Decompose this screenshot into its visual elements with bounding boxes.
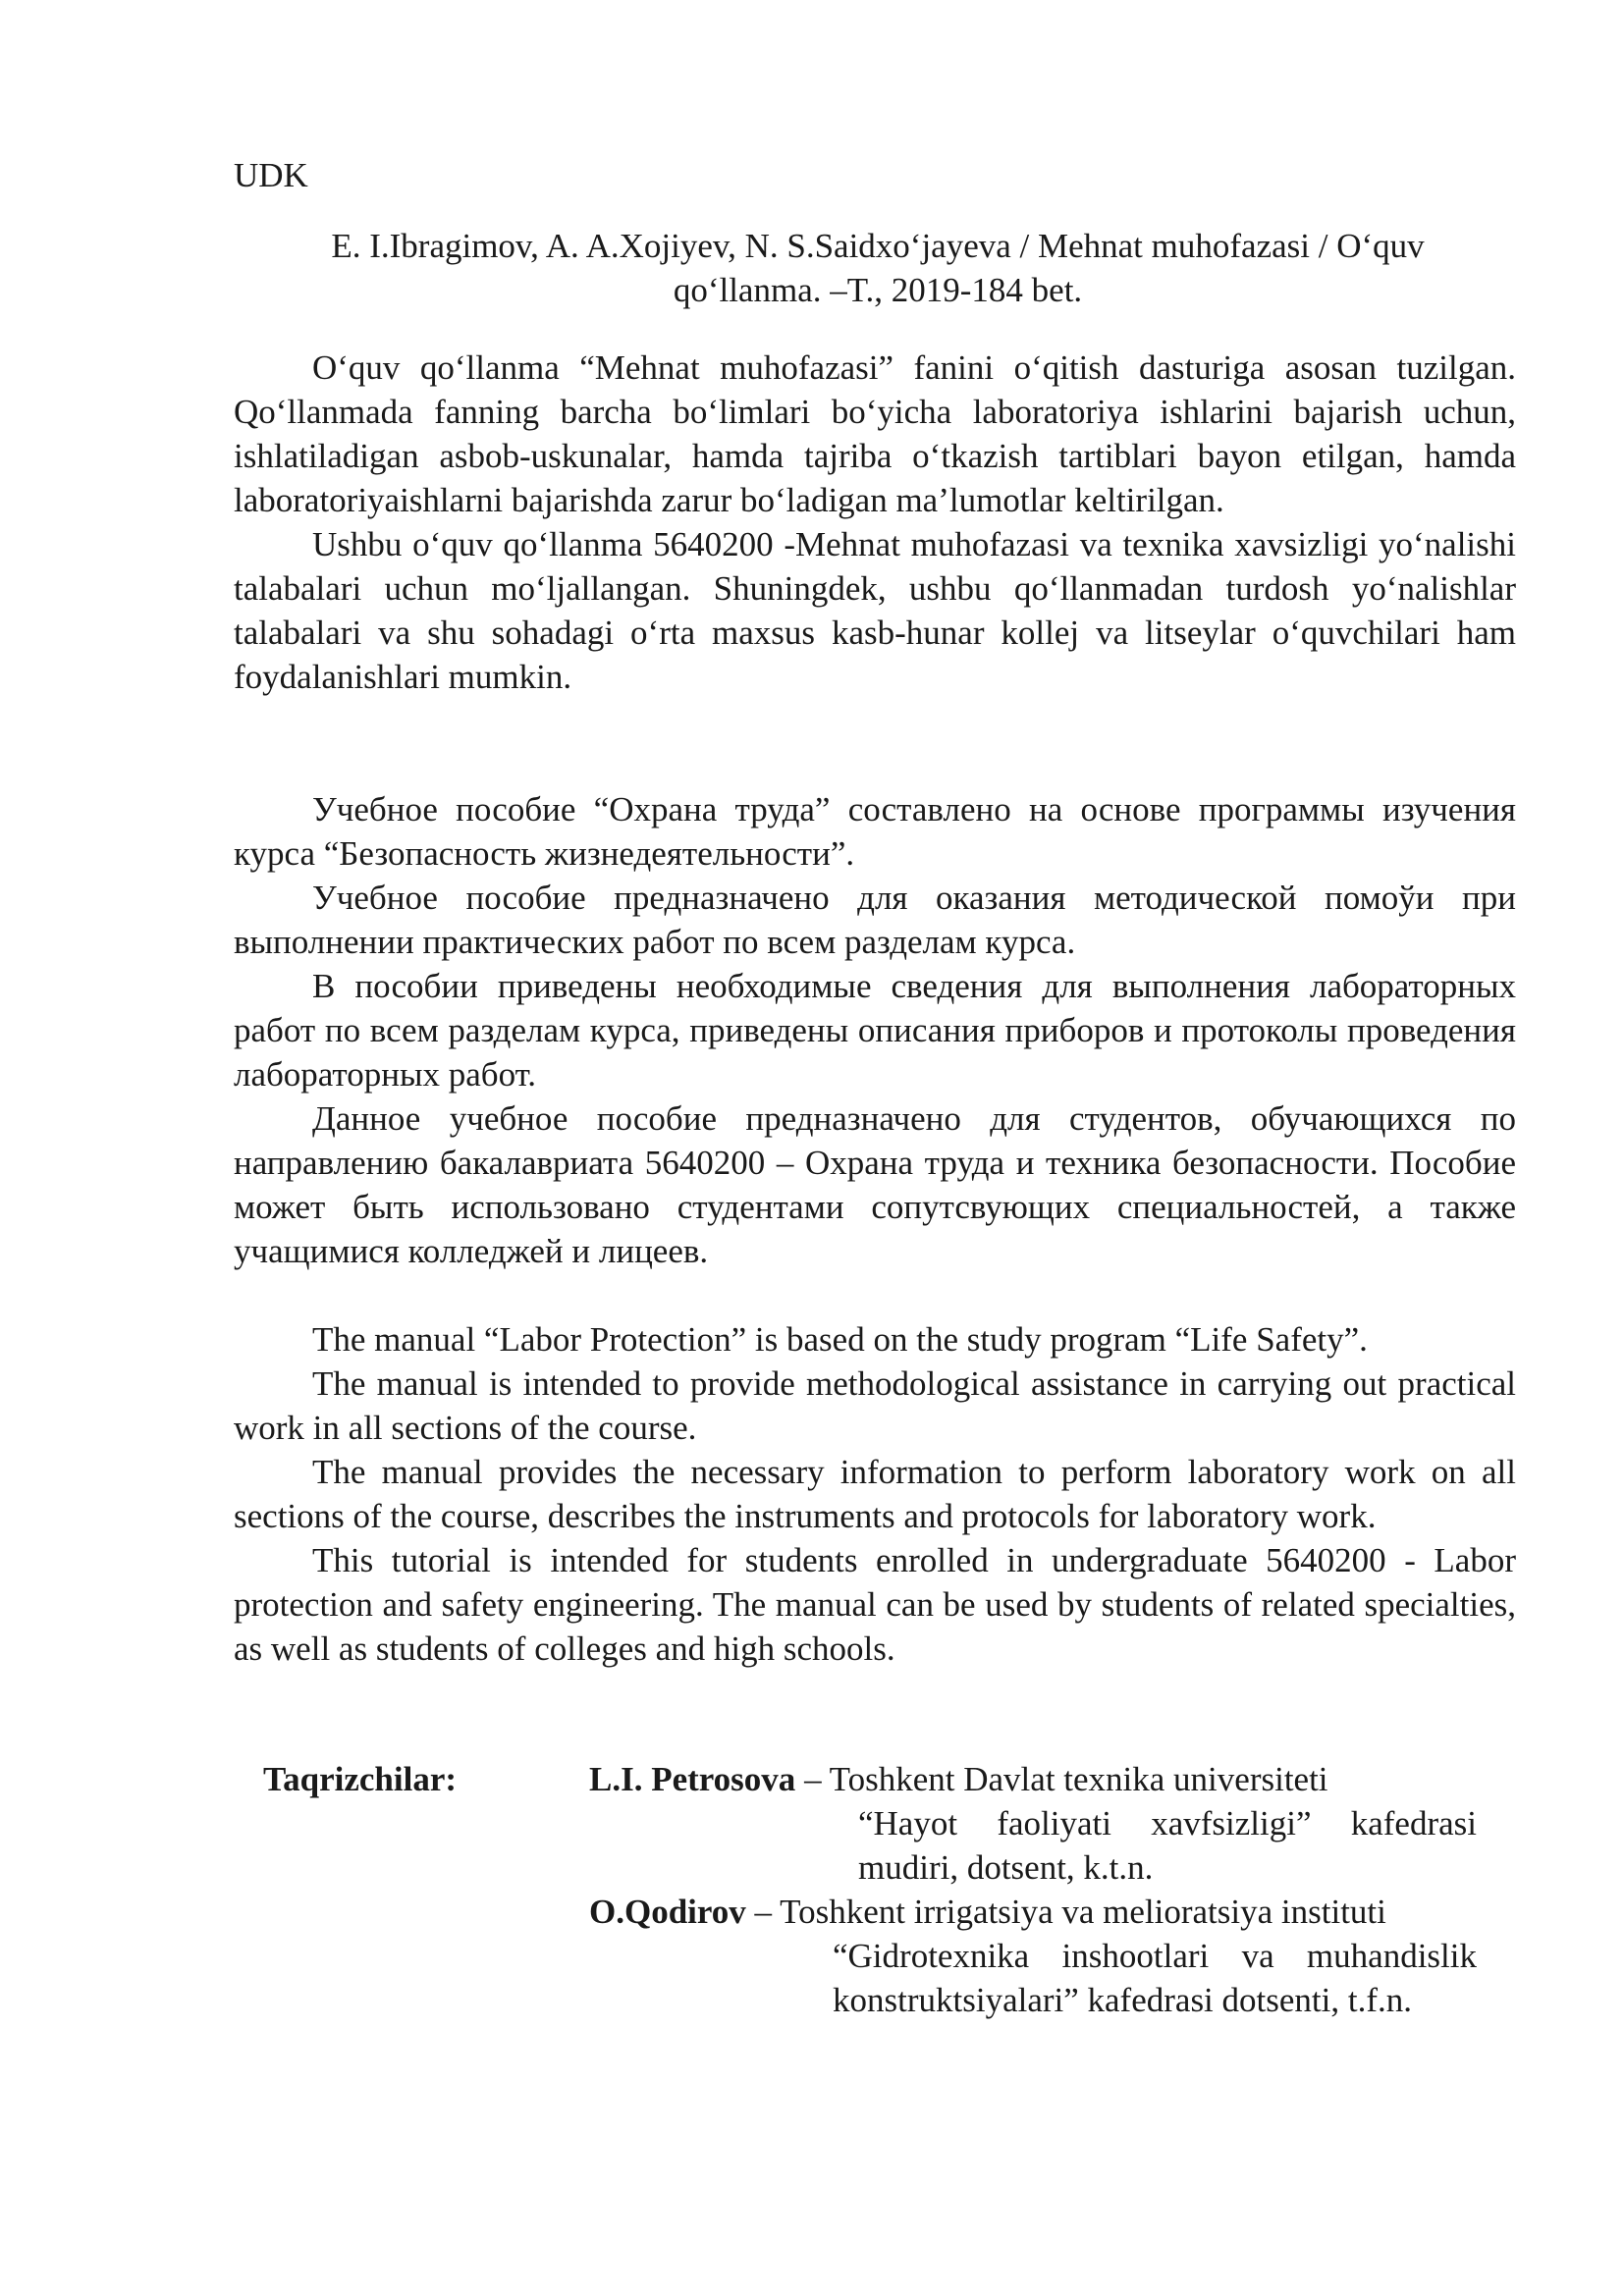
paragraph: Учебное пособие “Охрана труда” составлено на основе программы изучения курса “Безопасность жизнедеятельности”. [234, 790, 1516, 873]
paragraph: This tutorial is intended for students enrolled in undergraduate 5640200 - Labor protection and safety engineering. The manual can be used by students of related specialties, as well as students of colleges and high schools. [234, 1541, 1516, 1668]
paragraph: The manual “Labor Protection” is based on the study program “Life Safety”. [312, 1320, 1368, 1359]
paragraph: В пособии приведены необходимые сведения для выполнения лабораторных работ по всем разделам курса, приведены описания приборов и протоколы проведения лабораторных работ. [234, 967, 1516, 1094]
reviewer-name: O.Qodirov [589, 1893, 746, 1931]
citation-line-2: qo‘llanma. –T., 2019-184 bet. [673, 271, 1083, 309]
citation-line-1: E. I.Ibragimov, A. A.Xojiyev, N. S.Saidxo‘jayeva / Mehnat muhofazasi / O‘quv [331, 227, 1425, 265]
citation [234, 224, 1522, 312]
paragraph: O‘quv qo‘llanma “Mehnat muhofazasi” fanini o‘qitish dasturiga asosan tuzilgan. Qo‘llanmada fanning barcha bo‘limlari bo‘yicha laboratoriya ishlarini bajarish uchun, ishlatiladigan asbob-uskunalar, hamda tajriba o‘tkazish tartiblari bayon etilgan, hamda laboratoriyaishlarni bajarishda zarur bo‘ladigan ma’lumotlar keltirilgan. [234, 348, 1516, 519]
reviewer-entry [589, 1757, 1477, 1890]
reviewer-entry [589, 1890, 1477, 2022]
reviewers-label: Taqrizchilar: [263, 1760, 458, 1798]
paragraph: Учебное пособие предназначено для оказания методической помоўи при выполнении практических работ по всем разделам курса. [234, 879, 1516, 961]
abstract-uzbek [234, 346, 1516, 699]
abstract-english [234, 1317, 1516, 1671]
paragraph: Ushbu o‘quv qo‘llanma 5640200 -Mehnat muhofazasi va texnika xavsizligi yo‘nalishi talabalari uchun mo‘ljallangan. Shuningdek, ushbu qo‘llanmadan turdosh yo‘nalishlar talabalari va shu sohadagi o‘rta maxsus kasb-hunar kollej va litseylar o‘quvchilari ham foydalanishlari mumkin. [234, 525, 1516, 696]
reviewer-affiliation-line: – Toshkent Davlat texnika universiteti [795, 1760, 1328, 1798]
abstract-russian [234, 787, 1516, 1273]
reviewer-name: L.I. Petrosova [589, 1760, 796, 1798]
reviewer-affiliation-line: – Toshkent irrigatsiya va melioratsiya instituti [745, 1893, 1386, 1931]
paragraph: The manual provides the necessary information to perform laboratory work on all sections of the course, describes the instruments and protocols for laboratory work. [234, 1453, 1516, 1535]
reviewer-affiliation: “Hayot faoliyati xavfsizligi” kafedrasi mudiri, dotsent, k.t.n. [858, 1804, 1477, 1887]
udk-label: UDK [234, 156, 308, 194]
paragraph: The manual is intended to provide methodological assistance in carrying out practical work in all sections of the course. [234, 1364, 1516, 1447]
paragraph: Данное учебное пособие предназначено для студентов, обучающихся по направлению бакалавриата 5640200 – Охрана труда и техника безопасности. Пособие может быть использовано студентами сопутсвующих специальностей, а также учащимися колледжей и лицеев. [234, 1099, 1516, 1270]
reviewer-affiliation: “Gidrotexnika inshootlari va muhandislik konstruktsiyalari” kafedrasi dotsenti, t.f.n. [833, 1937, 1477, 2019]
